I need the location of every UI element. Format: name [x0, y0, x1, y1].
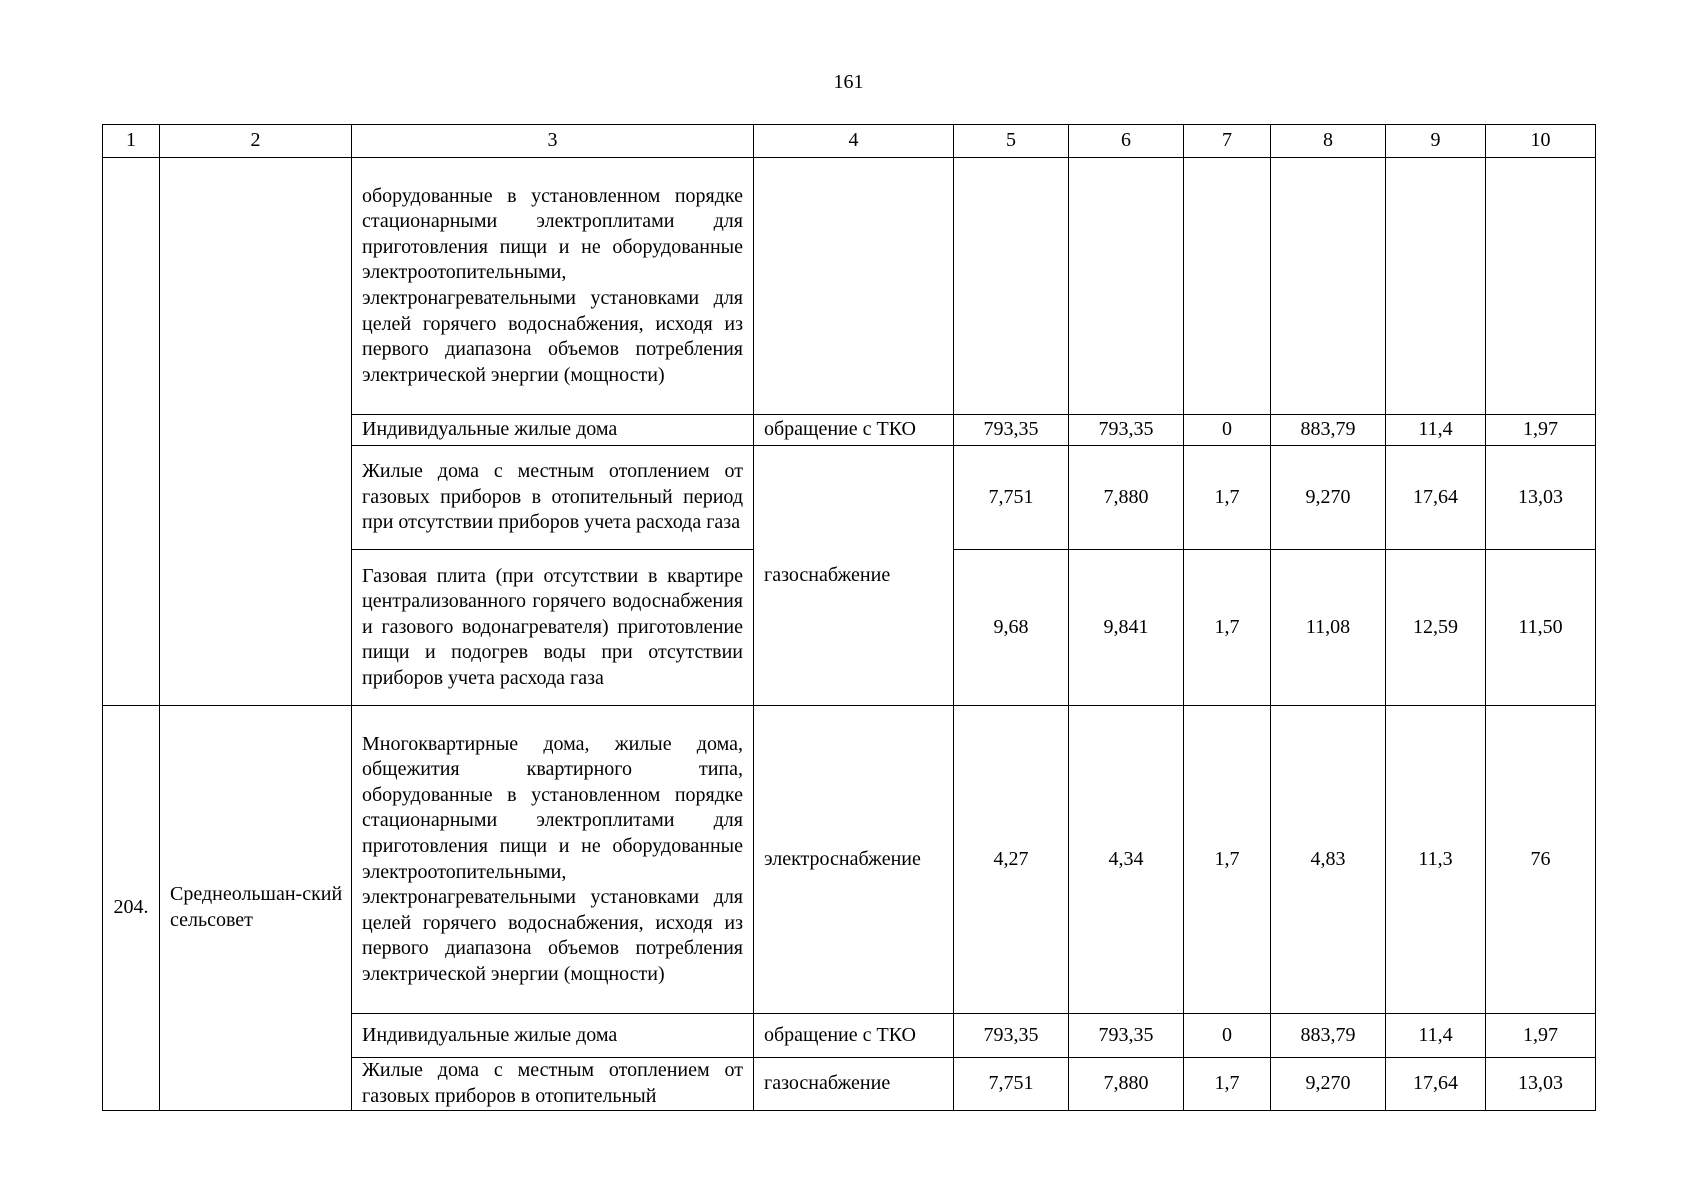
value-cell: 11,50 [1486, 550, 1596, 706]
value-cell [1271, 158, 1386, 415]
value-cell: 9,270 [1271, 1058, 1386, 1111]
value-cell [954, 158, 1069, 415]
value-cell: 9,270 [1271, 446, 1386, 550]
value-cell: 793,35 [1069, 415, 1184, 446]
value-cell: 11,4 [1386, 415, 1486, 446]
value-cell: 793,35 [954, 415, 1069, 446]
value-cell [1184, 158, 1271, 415]
value-cell: 7,880 [1069, 446, 1184, 550]
value-cell: 76 [1486, 706, 1596, 1014]
tariff-table [102, 124, 1596, 1111]
value-cell: 1,7 [1184, 1058, 1271, 1111]
consumer-category-cell: Индивидуальные жилые дома [352, 1014, 754, 1058]
value-cell: 4,27 [954, 706, 1069, 1014]
value-cell [1386, 158, 1486, 415]
consumer-category-cell: Жилые дома с местным отоплением от газовых приборов в отопительный период при отсутствии приборов учета расхода газа [352, 446, 754, 550]
consumer-category-cell: оборудованные в установленном порядке стационарными электроплитами для приготовления пищи и не оборудованные электроотопительными, электронагревательными установками для целей горячего водоснабжения, исходя из первого диапазона объемов потребления электрической энергии (мощности) [352, 158, 754, 415]
column-header: 8 [1271, 125, 1386, 158]
consumer-category-cell: Газовая плита (при отсутствии в квартире централизованного горячего водоснабжения и газового водонагревателя) приготовление пищи и подогрев воды при отсутствии приборов учета расхода газа [352, 550, 754, 706]
value-cell [1486, 158, 1596, 415]
value-cell: 883,79 [1271, 415, 1386, 446]
value-cell: 17,64 [1386, 1058, 1486, 1111]
value-cell: 1,7 [1184, 706, 1271, 1014]
value-cell: 0 [1184, 1014, 1271, 1058]
settlement-name-cell: Среднеольшан-ский сельсовет [160, 706, 352, 1111]
value-cell: 13,03 [1486, 1058, 1596, 1111]
column-header: 6 [1069, 125, 1184, 158]
page-number: 161 [833, 71, 864, 93]
column-number-row [103, 125, 1596, 158]
value-cell: 4,34 [1069, 706, 1184, 1014]
service-cell [754, 158, 954, 415]
value-cell: 883,79 [1271, 1014, 1386, 1058]
value-cell: 11,3 [1386, 706, 1486, 1014]
value-cell: 1,97 [1486, 1014, 1596, 1058]
consumer-category-cell: Многоквартирные дома, жилые дома, общежития квартирного типа, оборудованные в установленном порядке стационарными электроплитами для приготовления пищи и не оборудованные электроотопительными, электронагревательными установками для целей горячего водоснабжения, исходя из первого диапазона объемов потребления электрической энергии (мощности) [352, 706, 754, 1014]
service-cell: газоснабжение [754, 446, 954, 706]
service-cell: газоснабжение [754, 1058, 954, 1111]
value-cell [1069, 158, 1184, 415]
value-cell: 4,83 [1271, 706, 1386, 1014]
column-header: 1 [103, 125, 160, 158]
row-number-cell [103, 158, 160, 706]
row-number-cell: 204. [103, 706, 160, 1111]
value-cell: 7,751 [954, 446, 1069, 550]
value-cell: 9,841 [1069, 550, 1184, 706]
table-row [103, 706, 1596, 1014]
value-cell: 1,7 [1184, 550, 1271, 706]
column-header: 7 [1184, 125, 1271, 158]
value-cell: 1,7 [1184, 446, 1271, 550]
column-header: 5 [954, 125, 1069, 158]
column-header: 3 [352, 125, 754, 158]
value-cell: 7,751 [954, 1058, 1069, 1111]
service-cell: обращение с ТКО [754, 1014, 954, 1058]
value-cell: 17,64 [1386, 446, 1486, 550]
value-cell: 11,08 [1271, 550, 1386, 706]
column-header: 2 [160, 125, 352, 158]
value-cell: 0 [1184, 415, 1271, 446]
consumer-category-cell: Жилые дома с местным отоплением от газовых приборов в отопительный [352, 1058, 754, 1111]
column-header: 10 [1486, 125, 1596, 158]
table-row [103, 158, 1596, 415]
value-cell: 1,97 [1486, 415, 1596, 446]
value-cell: 7,880 [1069, 1058, 1184, 1111]
service-cell: электроснабжение [754, 706, 954, 1014]
value-cell: 12,59 [1386, 550, 1486, 706]
value-cell: 13,03 [1486, 446, 1596, 550]
value-cell: 9,68 [954, 550, 1069, 706]
column-header: 4 [754, 125, 954, 158]
value-cell: 793,35 [1069, 1014, 1184, 1058]
settlement-name-cell [160, 158, 352, 706]
value-cell: 11,4 [1386, 1014, 1486, 1058]
service-cell: обращение с ТКО [754, 415, 954, 446]
consumer-category-cell: Индивидуальные жилые дома [352, 415, 754, 446]
column-header: 9 [1386, 125, 1486, 158]
value-cell: 793,35 [954, 1014, 1069, 1058]
